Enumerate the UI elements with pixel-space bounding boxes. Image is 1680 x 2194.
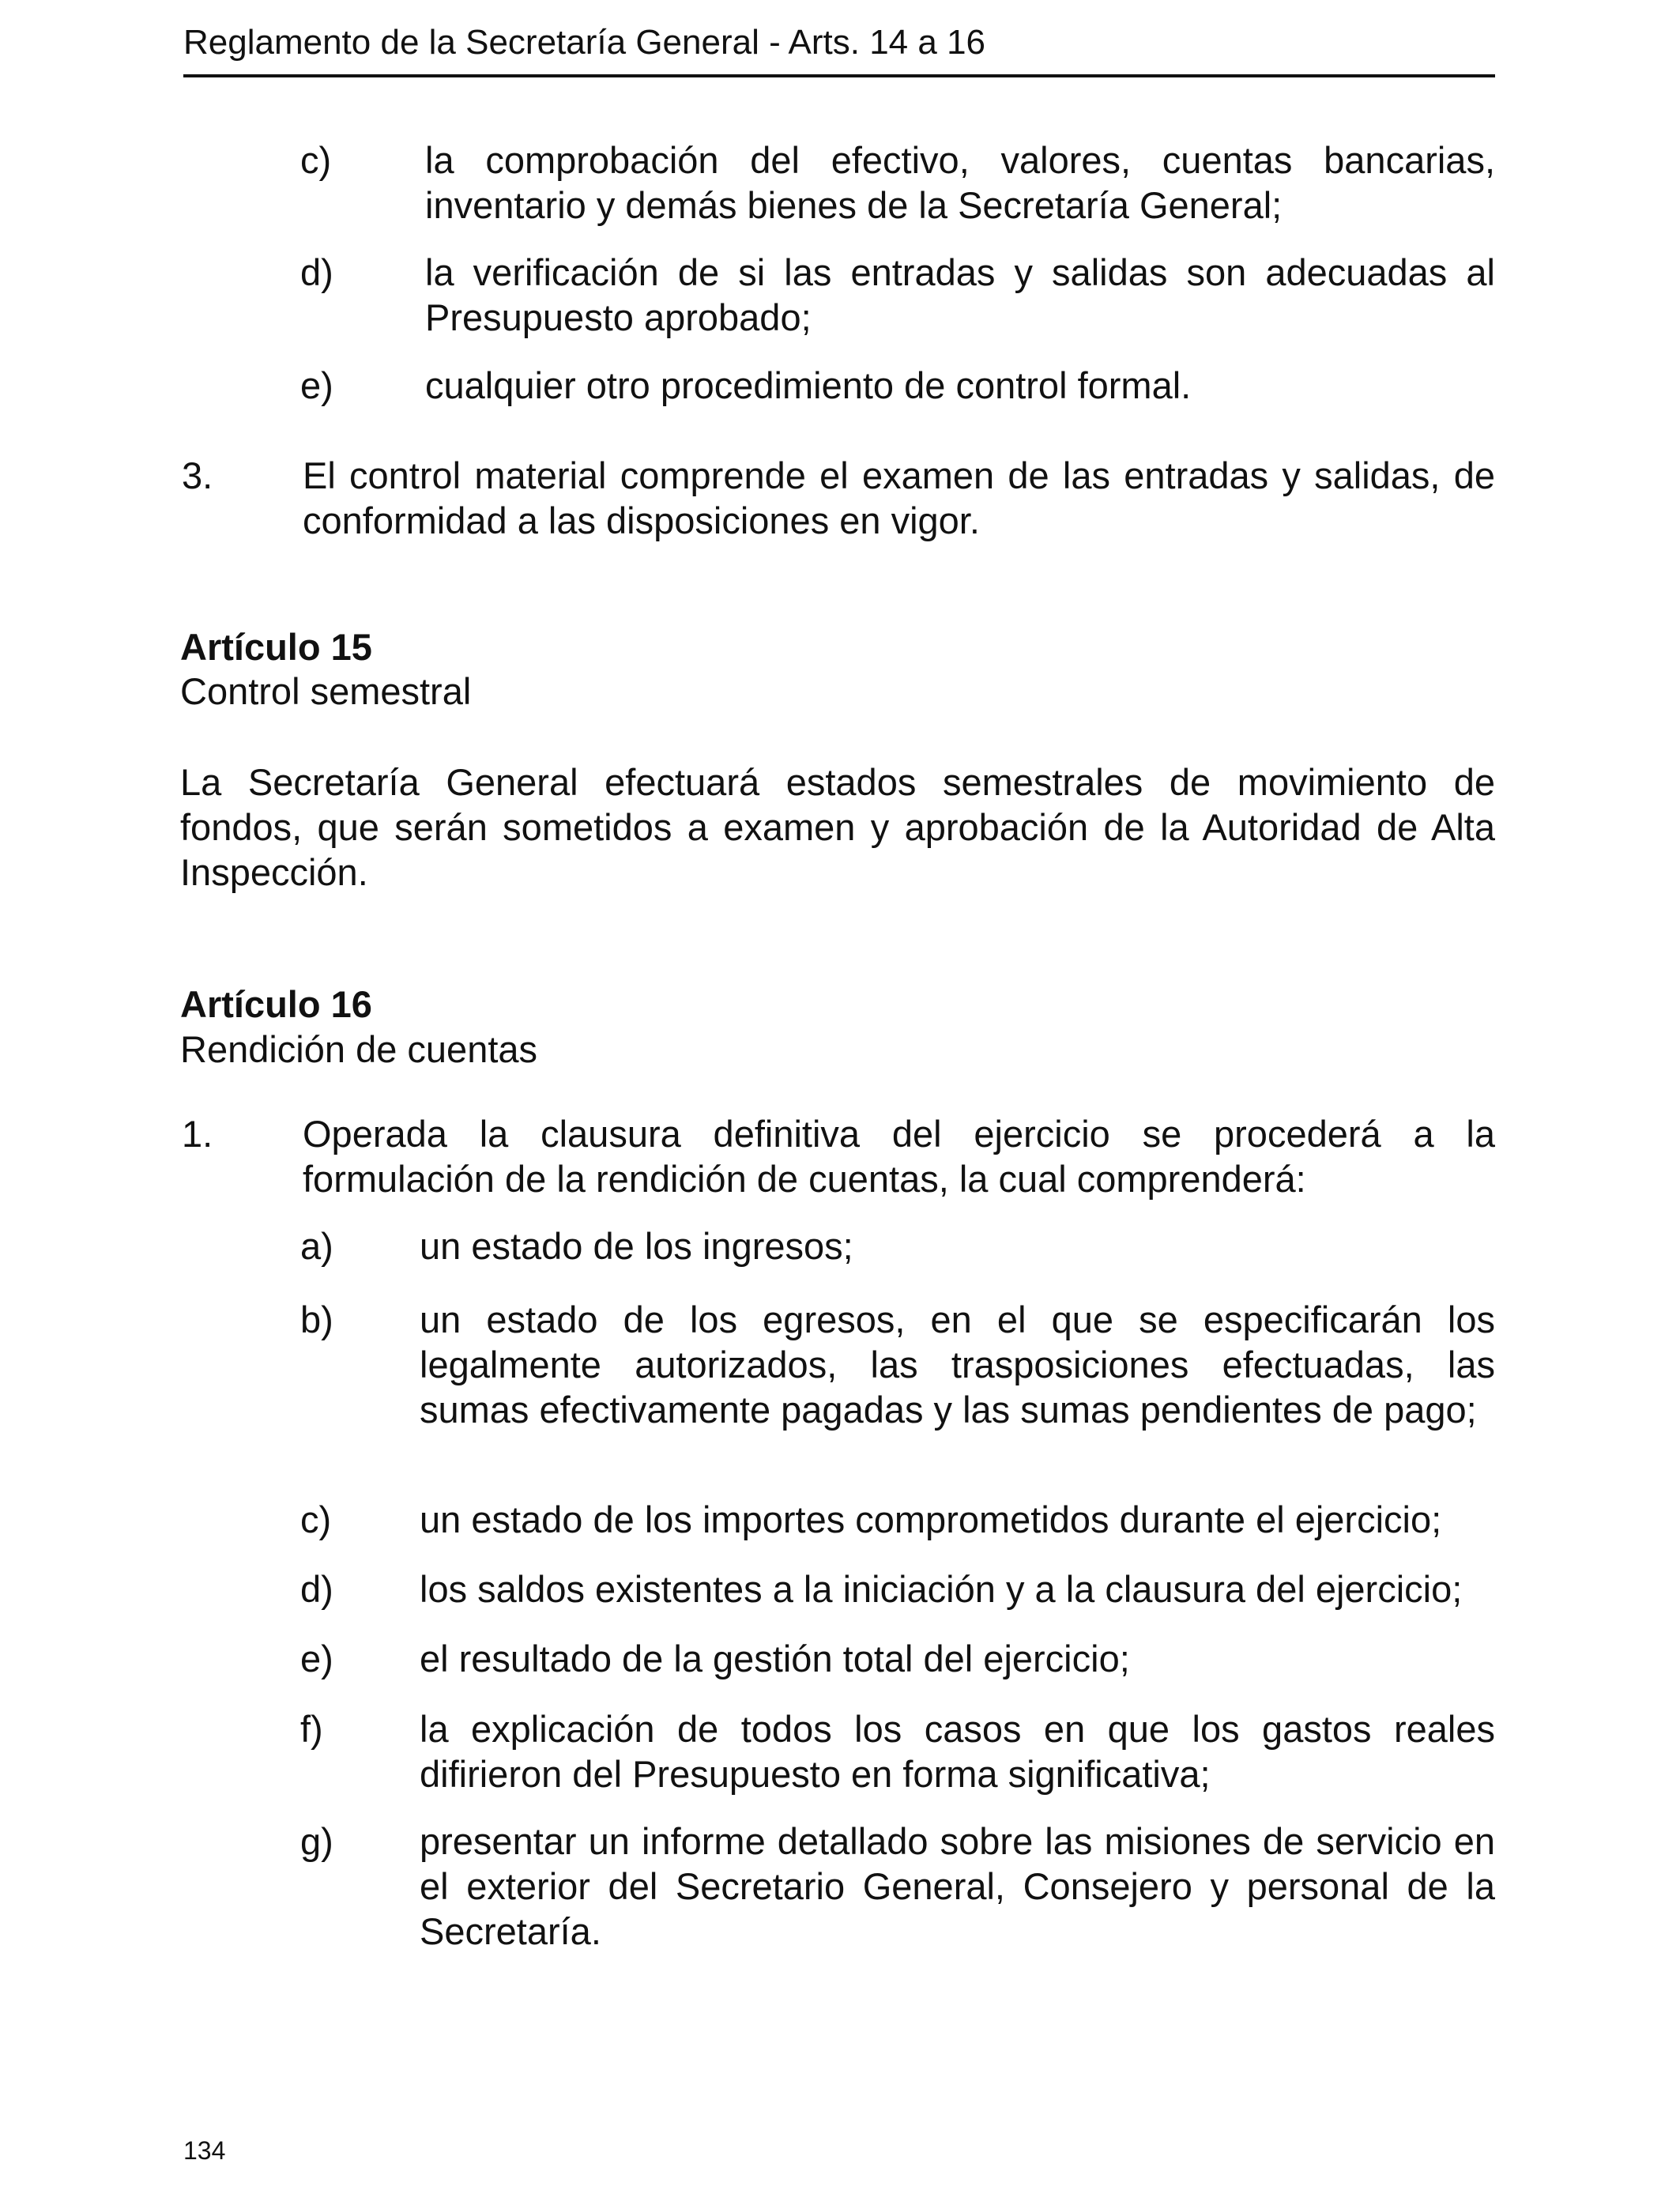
list-item-b	[300, 1297, 1495, 1432]
paragraph-1	[182, 1111, 1495, 1201]
list-item-e	[300, 363, 1495, 408]
paragraph-number: 3.	[182, 454, 213, 496]
list-item-text: un estado de los egresos, en el que se especificarán los legalmente autorizados, las trasposiciones efectuadas, las sumas efectivamente pagadas y las sumas pendientes de pago;	[420, 1299, 1495, 1431]
page-number: 134	[183, 2136, 226, 2165]
list-item-a	[300, 1223, 1495, 1269]
list-item-e	[300, 1636, 1495, 1681]
list-item-label: e)	[300, 364, 333, 406]
list-item-label: c)	[300, 139, 332, 181]
list-item-text: la explicación de todos los casos en que los gastos reales difirieron del Presupuesto en forma significativa;	[420, 1708, 1495, 1795]
list-item-label: a)	[300, 1225, 333, 1267]
list-item-c	[300, 138, 1495, 228]
list-item-text: el resultado de la gestión total del ejercicio;	[420, 1638, 1130, 1679]
list-item-label: g)	[300, 1820, 333, 1862]
list-item-label: e)	[300, 1638, 333, 1679]
list-item-label: f)	[300, 1708, 323, 1750]
header-title: Reglamento de la Secretaría General - Arts. 14 a 16	[183, 23, 986, 62]
list-item-text: los saldos existentes a la iniciación y a la clausura del ejercicio;	[420, 1568, 1463, 1610]
list-item-label: c)	[300, 1498, 332, 1540]
list-item-text: un estado de los importes comprometidos durante el ejercicio;	[420, 1498, 1442, 1540]
list-item-text: la comprobación del efectivo, valores, cuentas bancarias, inventario y demás bienes de la Secretaría General;	[425, 139, 1495, 226]
list-item-label: d)	[300, 251, 333, 293]
article-subheading: Control semestral	[180, 670, 472, 712]
list-item-text: la verificación de si las entradas y salidas son adecuadas al Presupuesto aprobado;	[425, 251, 1495, 338]
list-item-d	[300, 1566, 1495, 1612]
paragraph-number: 1.	[182, 1113, 213, 1155]
list-item-label: d)	[300, 1568, 333, 1610]
list-item-d	[300, 250, 1495, 340]
page-header	[183, 17, 1495, 77]
paragraph-3	[182, 453, 1495, 543]
list-item-c	[300, 1497, 1495, 1542]
article-subheading: Rendición de cuentas	[180, 1028, 538, 1070]
list-item-text: cualquier otro procedimiento de control formal.	[425, 364, 1192, 406]
list-item-text: presentar un informe detallado sobre las misiones de servicio en el exterior del Secretario General, Consejero y personal de la Secretaría.	[420, 1820, 1495, 1952]
list-item-text: un estado de los ingresos;	[420, 1225, 853, 1267]
list-item-label: b)	[300, 1299, 333, 1340]
article-heading: Artículo 15	[180, 626, 372, 668]
list-item-f	[300, 1706, 1495, 1796]
paragraph-text: Operada la clausura definitiva del ejercicio se procederá a la formulación de la rendición de cuentas, la cual comprenderá:	[303, 1113, 1495, 1200]
article-body: La Secretaría General efectuará estados semestrales de movimiento de fondos, que serán sometidos a examen y aprobación de la Autoridad de Alta Inspección.	[180, 761, 1495, 893]
list-item-g	[300, 1819, 1495, 1954]
article-heading: Artículo 16	[180, 983, 372, 1025]
paragraph-text: El control material comprende el examen de las entradas y salidas, de conformidad a las disposiciones en vigor.	[303, 454, 1495, 541]
